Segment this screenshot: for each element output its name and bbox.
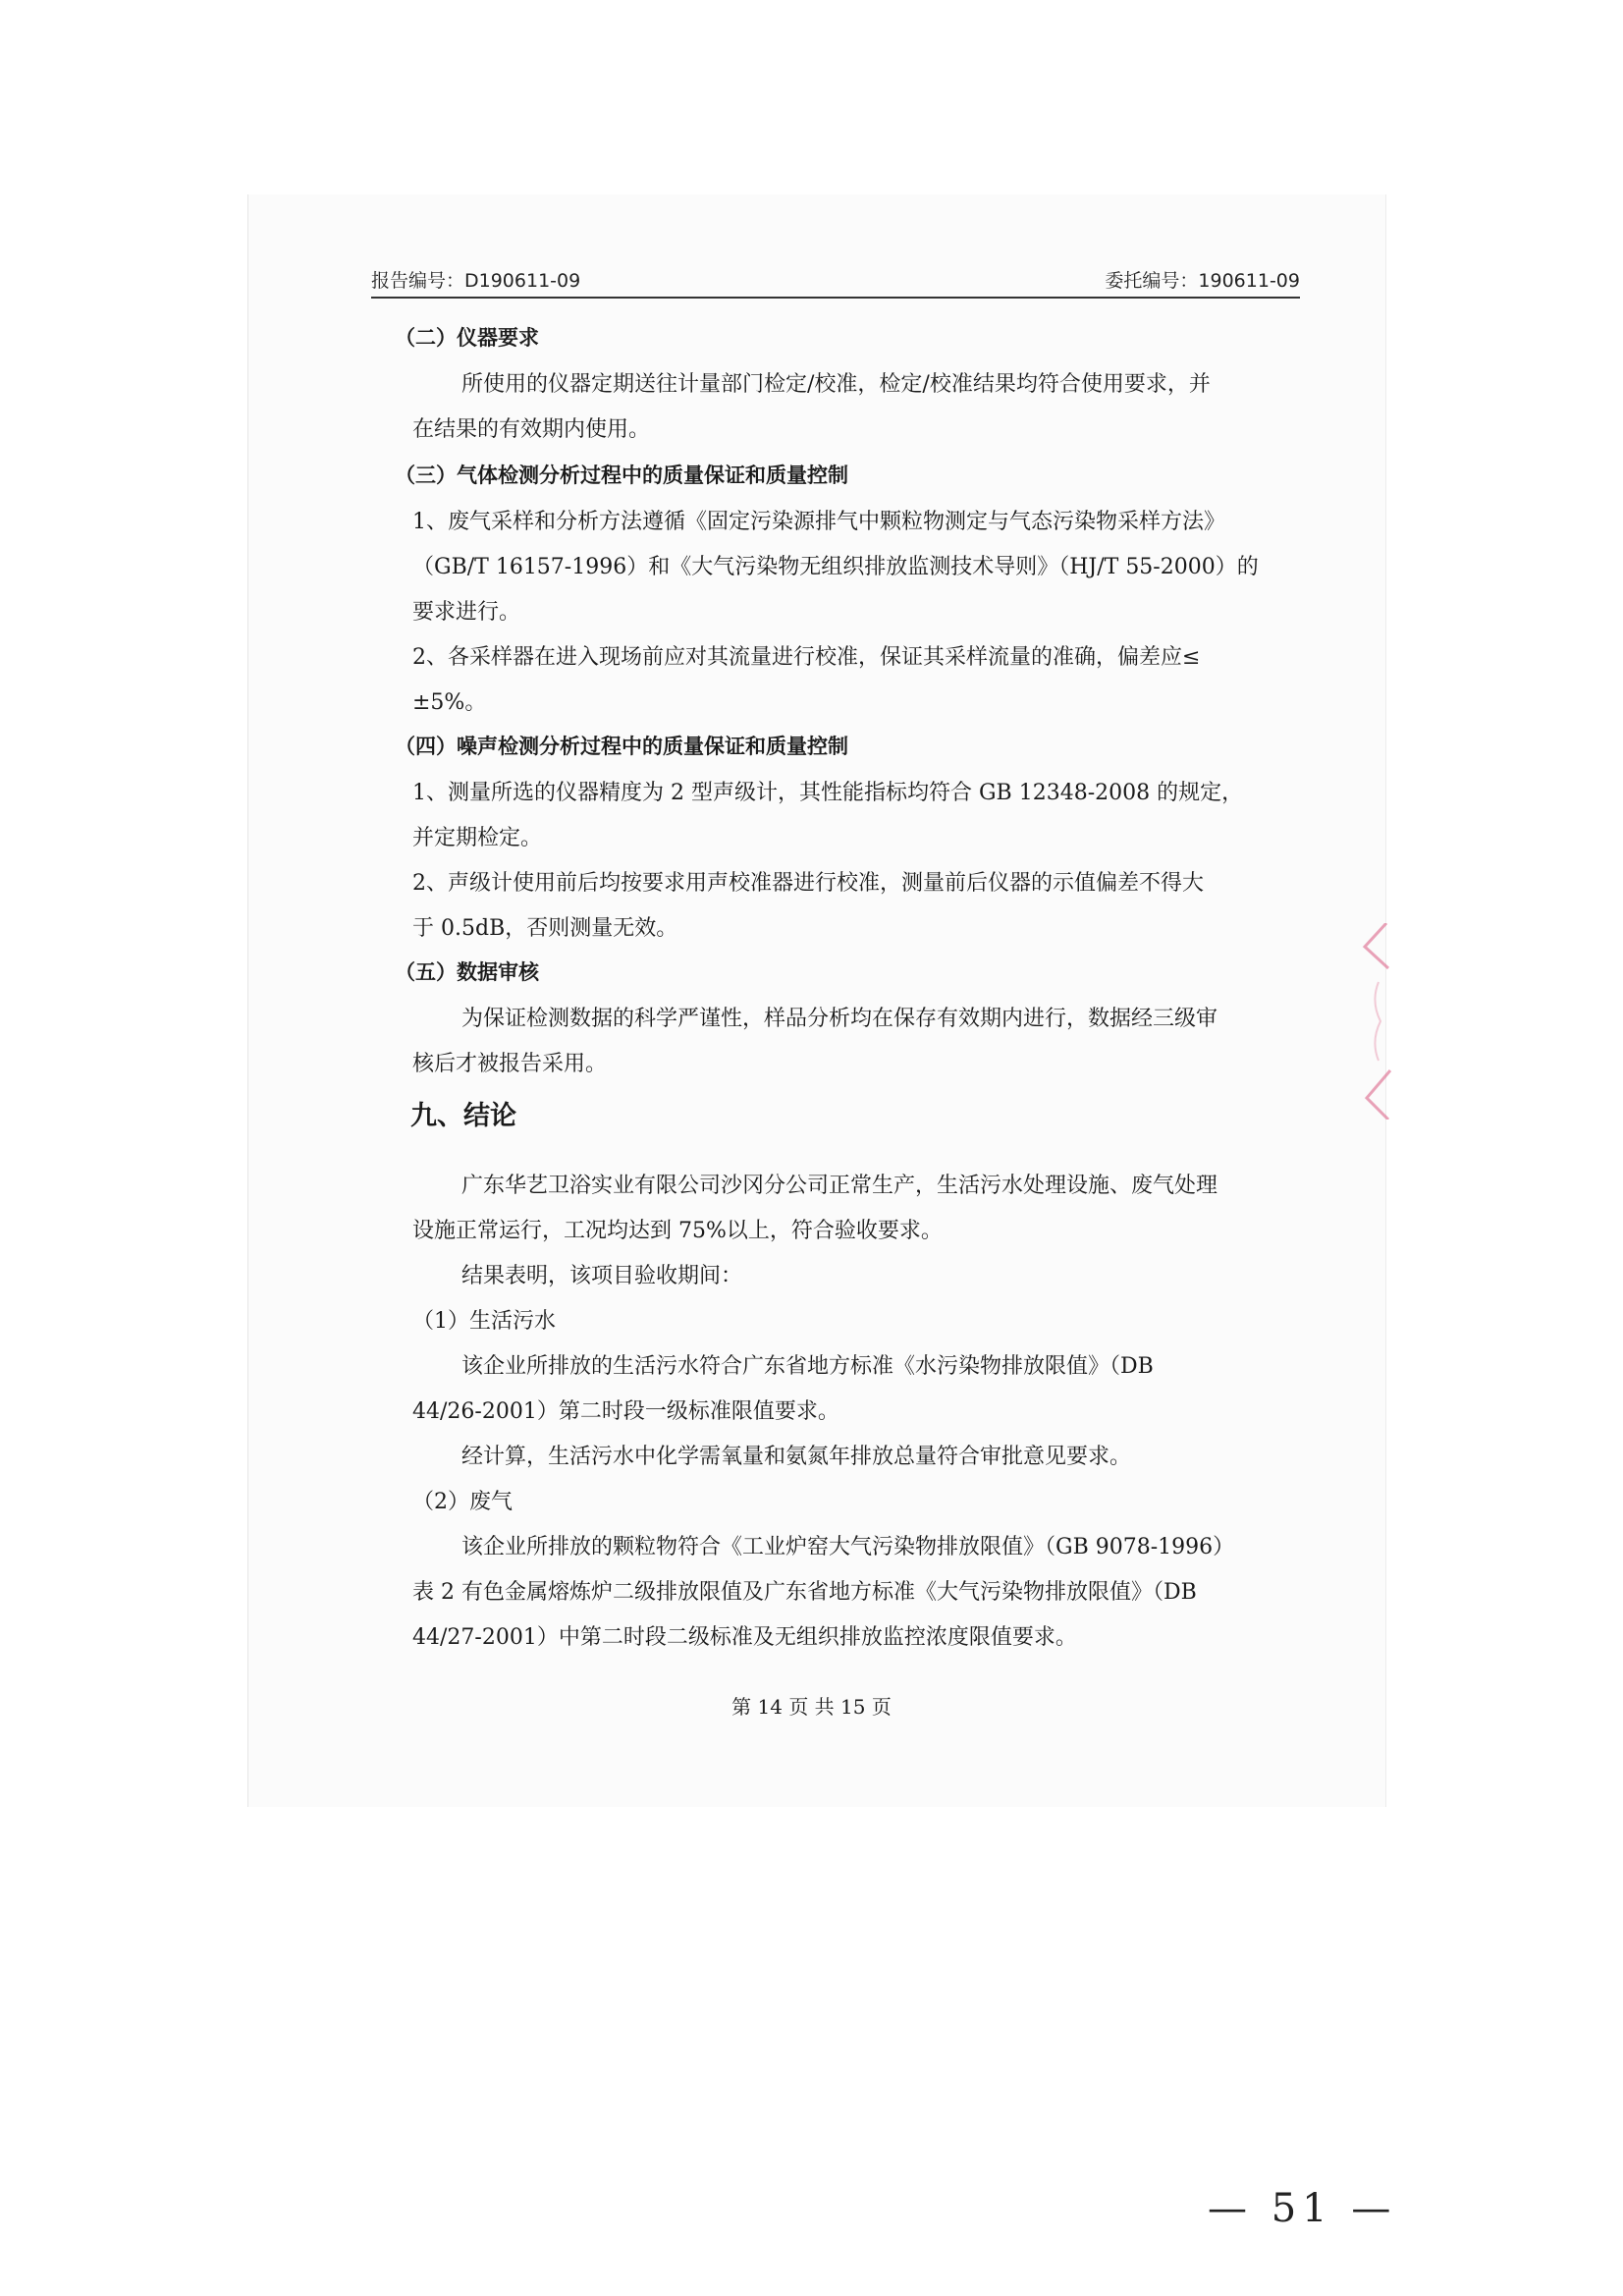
conclusion-heading: 九、结论 xyxy=(410,1101,516,1131)
instrument-heading: （二）仪器要求 xyxy=(395,326,539,350)
report-header xyxy=(371,267,1300,299)
audit-heading: （五）数据审核 xyxy=(395,960,539,984)
water-line-3: 经计算，生活污水中化学需氧量和氨氮年排放总量符合审批意见要求。 xyxy=(461,1445,1132,1469)
noise-qc-line-3: 2、声级计使用前后均按要求用声校准器进行校准，测量前后仪器的示值偏差不得大 xyxy=(412,871,1204,896)
gas-line-2: 表 2 有色金属熔炼炉二级排放限值及广东省地方标准《大气污染物排放限值》（DB xyxy=(412,1580,1197,1605)
instrument-text-line-2: 在结果的有效期内使用。 xyxy=(412,417,651,442)
conclusion-line-2: 设施正常运行，工况均达到 75%以上，符合验收要求。 xyxy=(412,1219,943,1243)
page-footer: 第 14 页 共 15 页 xyxy=(731,1695,892,1719)
noise-qc-heading: （四）噪声检测分析过程中的质量保证和质量控制 xyxy=(395,735,848,758)
water-line-2: 44/26-2001）第二时段一级标准限值要求。 xyxy=(412,1399,839,1424)
gas-heading: （2）废气 xyxy=(412,1490,513,1514)
instrument-text-line-1: 所使用的仪器定期送往计量部门检定/校准，检定/校准结果均符合使用要求，并 xyxy=(461,372,1211,397)
gas-qc-line-4: 2、各采样器在进入现场前应对其流量进行校准，保证其采样流量的准确，偏差应≤ xyxy=(412,645,1201,670)
gas-qc-line-5: ±5%。 xyxy=(412,690,487,715)
noise-qc-line-4: 于 0.5dB，否则测量无效。 xyxy=(412,916,678,941)
page-number: — 51 — xyxy=(1208,2186,1397,2231)
noise-qc-line-2: 并定期检定。 xyxy=(412,826,543,850)
report-number: 报告编号：D190611-09 xyxy=(371,270,581,292)
water-line-1: 该企业所排放的生活污水符合广东省地方标准《水污染物排放限值》（DB xyxy=(461,1354,1154,1379)
gas-qc-line-2: （GB/T 16157-1996）和《大气污染物无组织排放监测技术导则》（HJ/T 55-2000）的 xyxy=(412,555,1259,579)
gas-line-3: 44/27-2001）中第二时段二级标准及无组织排放监控浓度限值要求。 xyxy=(412,1625,1077,1650)
audit-line-2: 核后才被报告采用。 xyxy=(412,1052,608,1076)
gas-qc-line-1: 1、废气采样和分析方法遵循《固定污染源排气中颗粒物测定与气态污染物采样方法》 xyxy=(412,510,1225,534)
noise-qc-line-1: 1、测量所选的仪器精度为 2 型声级计，其性能指标均符合 GB 12348-2008 的规定， xyxy=(412,781,1244,805)
audit-line-1: 为保证检测数据的科学严谨性，样品分析均在保存有效期内进行，数据经三级审 xyxy=(461,1007,1218,1031)
conclusion-line-1: 广东华艺卫浴实业有限公司沙冈分公司正常生产，生活污水处理设施、废气处理 xyxy=(461,1174,1218,1198)
gas-qc-heading: （三）气体检测分析过程中的质量保证和质量控制 xyxy=(395,464,848,487)
gas-line-1: 该企业所排放的颗粒物符合《工业炉窑大气污染物排放限值》（GB 9078-1996） xyxy=(461,1535,1235,1559)
conclusion-line-3: 结果表明，该项目验收期间： xyxy=(461,1264,743,1288)
water-heading: （1）生活污水 xyxy=(412,1309,556,1334)
entrust-number: 委托编号：190611-09 xyxy=(1105,270,1300,292)
seal-stamp-edge xyxy=(1357,923,1396,1120)
gas-qc-line-3: 要求进行。 xyxy=(412,600,521,625)
